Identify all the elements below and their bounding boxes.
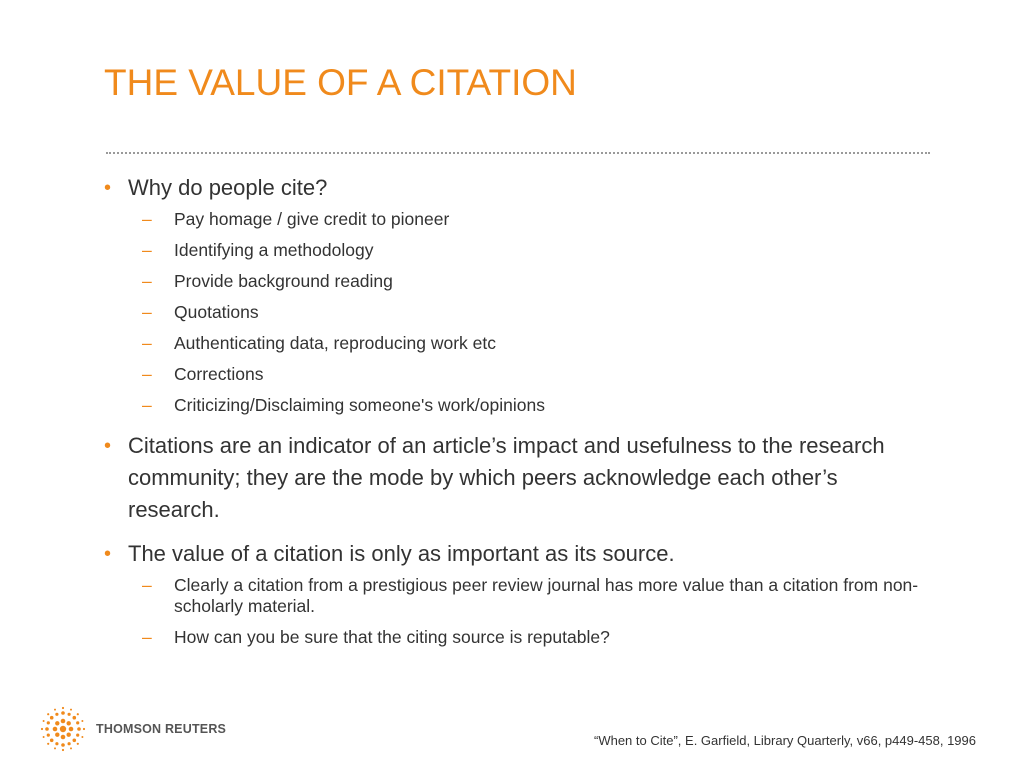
sub-bullet-text: Quotations — [174, 302, 259, 322]
dash-marker: – — [142, 209, 152, 229]
dash-marker: – — [142, 271, 152, 291]
dash-marker: – — [142, 240, 152, 260]
logo-text: THOMSON REUTERS — [96, 722, 227, 736]
sub-bullet-text: Criticizing/Disclaiming someone's work/opinions — [174, 395, 545, 415]
bullet-why-cite — [104, 172, 924, 204]
sub-bullet — [104, 627, 924, 648]
sub-bullet — [104, 271, 924, 292]
sub-bullet-text: Pay homage / give credit to pioneer — [174, 209, 450, 229]
thomson-reuters-logo-icon — [40, 706, 86, 752]
slide-title: THE VALUE OF A CITATION — [104, 62, 577, 103]
footer-logo — [40, 706, 226, 752]
dash-marker: – — [142, 627, 152, 647]
sub-bullet — [104, 302, 924, 323]
sub-bullet-text: Identifying a methodology — [174, 240, 374, 260]
dash-marker: – — [142, 333, 152, 353]
sub-bullet — [104, 575, 924, 617]
sub-bullet — [104, 364, 924, 385]
bullet-text: Citations are an indicator of an article’s impact and usefulness to the research community; they are the mode by which peers acknowledge each other’s research. — [128, 433, 885, 522]
bullet-text: The value of a citation is only as important as its source. — [128, 541, 675, 566]
sub-bullet-text: Provide background reading — [174, 271, 393, 291]
source-citation: “When to Cite”, E. Garfield, Library Quarterly, v66, p449-458, 1996 — [594, 733, 976, 748]
slide-body — [104, 172, 924, 648]
bullet-marker: • — [104, 543, 112, 565]
sub-bullet — [104, 209, 924, 230]
dash-marker: – — [142, 364, 152, 384]
title-divider — [106, 152, 930, 154]
dash-marker: – — [142, 395, 152, 415]
dash-marker: – — [142, 575, 152, 595]
sub-bullet — [104, 395, 924, 416]
bullet-marker: • — [104, 177, 112, 199]
sub-bullet-text: Authenticating data, reproducing work etc — [174, 333, 496, 353]
bullet-marker: • — [104, 435, 112, 457]
sub-bullet-text: How can you be sure that the citing source is reputable? — [174, 627, 610, 647]
bullet-value-source — [104, 538, 924, 570]
bullet-text: Why do people cite? — [128, 175, 328, 200]
sub-bullet-text: Clearly a citation from a prestigious peer review journal has more value than a citation from non-scholarly material. — [174, 575, 919, 616]
sub-bullet — [104, 240, 924, 261]
sub-bullet-text: Corrections — [174, 364, 264, 384]
bullet-indicator — [104, 430, 924, 526]
sub-bullet — [104, 333, 924, 354]
dash-marker: – — [142, 302, 152, 322]
